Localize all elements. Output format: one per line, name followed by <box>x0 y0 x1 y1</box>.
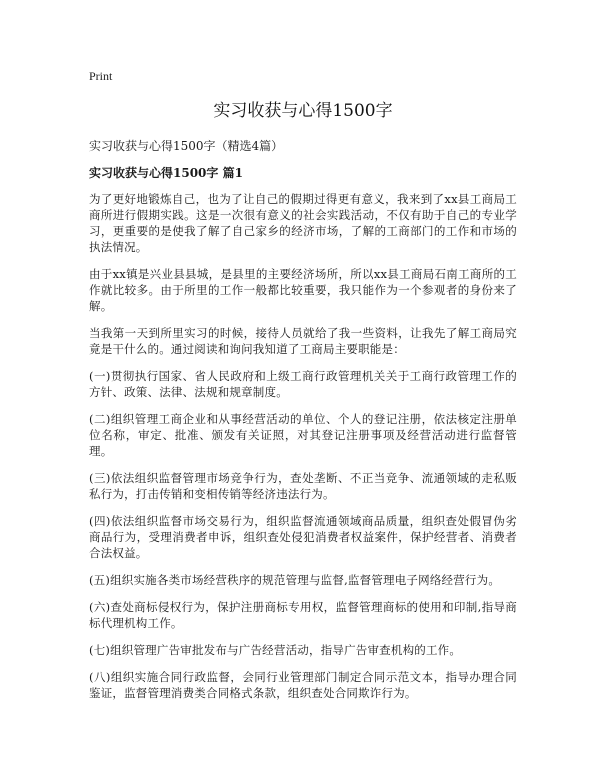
paragraph: (五)组织实施各类市场经营秩序的规范管理与监督,监督管理电子网络经营行为。 <box>89 573 501 587</box>
paragraph: (三)依法组织监督管理市场竞争行为，查处垄断、不正当竞争、流通领域的走私贩私行为，打击传销和变相传销等经济违法行为。 <box>89 471 517 501</box>
paragraph: 当我第一天到所里实习的时候，接待人员就给了我一些资料，让我先了解工商局究竟是干什么的。通过阅读和询问我知道了工商局主要职能是： <box>89 326 517 356</box>
paragraph: (一)贯彻执行国家、省人民政府和上级工商行政管理机关关于工商行政管理工作的方针、政策、法律、法规和规章制度。 <box>89 369 517 399</box>
paragraph: (七)组织管理广告审批发布与广告经营活动，指导广告审查机构的工作。 <box>89 643 462 657</box>
document-subtitle: 实习收获与心得1500字（精选4篇） <box>89 139 284 153</box>
paragraph: 为了更好地锻炼自己，也为了让自己的假期过得更有意义，我来到了xx县工商局工商所进行假期实践。这是一次很有意义的社会实践活动，不仅有助于自己的专业学习，更重要的是使我了解了自己家乡的经济市场，了解的工商部门的工作和市场的执法情况。 <box>89 192 517 254</box>
paragraph: (四)依法组织监督市场交易行为，组织监督流通领域商品质量，组织查处假冒伪劣商品行为，受理消费者申诉，组织查处侵犯消费者权益案件，保护经营者、消费者合法权益。 <box>89 514 517 560</box>
section-heading: 实习收获与心得1500字 篇1 <box>89 166 243 180</box>
paragraph: 由于xx镇是兴业县县城，是县里的主要经济场所，所以xx县工商局石南工商所的工作就比较多。由于所里的工作一般都比较重要，我只能作为一个参观者的身份来了解。 <box>89 267 517 313</box>
paragraph: (二)组织管理工商企业和从事经营活动的单位、个人的登记注册，依法核定注册单位名称，审定、批准、颁发有关证照，对其登记注册事项及经营活动进行监督管理。 <box>89 412 517 458</box>
paragraph: (八)组织实施合同行政监督，会同行业管理部门制定合同示范文本，指导办理合同鉴证，监督管理消费类合同格式条款，组织查处合同欺诈行为。 <box>89 670 517 700</box>
document-title: 实习收获与心得1500字 <box>213 101 393 121</box>
document-page <box>89 68 517 712</box>
print-label: Print <box>89 69 113 83</box>
paragraph: (六)查处商标侵权行为，保护注册商标专用权，监督管理商标的使用和印制,指导商标代理机构工作。 <box>89 600 517 630</box>
